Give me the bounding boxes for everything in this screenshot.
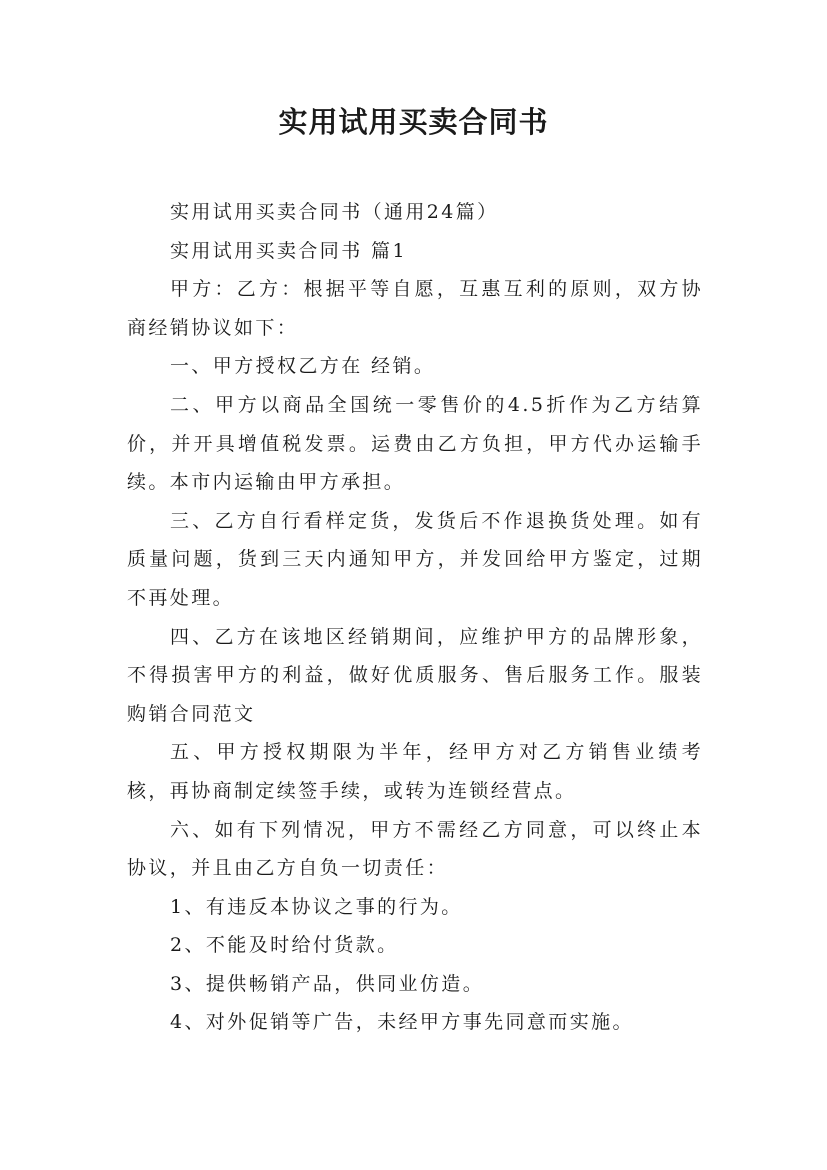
list-item-3: 3、提供畅销产品，供同业仿造。 (170, 972, 485, 995)
paragraph-clause-6: 六、如有下列情况，甲方不需经乙方同意，可以终止本协议，并且由乙方自负一切责任： (127, 818, 703, 880)
paragraph-clause-3: 三、乙方自行看样定货，发货后不作退换货处理。如有质量问题，货到三天内通知甲方，并发回给甲方鉴定，过期不再处理。 (127, 509, 703, 609)
list-item-4: 4、对外促销等广告，未经甲方事先同意而实施。 (170, 1011, 634, 1034)
document-title: 实用试用买卖合同书 (278, 105, 549, 139)
paragraph-section-heading: 实用试用买卖合同书 篇1 (170, 239, 407, 262)
list-item-1: 1、有违反本协议之事的行为。 (170, 895, 463, 918)
paragraph-doc-subtitle: 实用试用买卖合同书（通用24篇） (170, 201, 499, 223)
paragraph-clause-5: 五、甲方授权期限为半年，经甲方对乙方销售业绩考核，再协商制定续签手续，或转为连锁经营点。 (127, 741, 703, 802)
list-item-2: 2、不能及时给付货款。 (170, 934, 399, 957)
document-body (127, 193, 703, 1042)
paragraph-clause-4: 四、乙方在该地区经销期间，应维护甲方的品牌形象，不得损害甲方的利益，做好优质服务、售后服务工作。服装购销合同范文 (127, 625, 703, 725)
paragraph-parties: 甲方：乙方：根据平等自愿，互惠互利的原则，双方协商经销协议如下： (127, 278, 703, 339)
paragraph-clause-2: 二、甲方以商品全国统一零售价的4.5折作为乙方结算价，并开具增值税发票。运费由乙方负担，甲方代办运输手续。本市内运输由甲方承担。 (127, 393, 703, 494)
paragraph-clause-1: 一、甲方授权乙方在 经销。 (170, 355, 436, 378)
